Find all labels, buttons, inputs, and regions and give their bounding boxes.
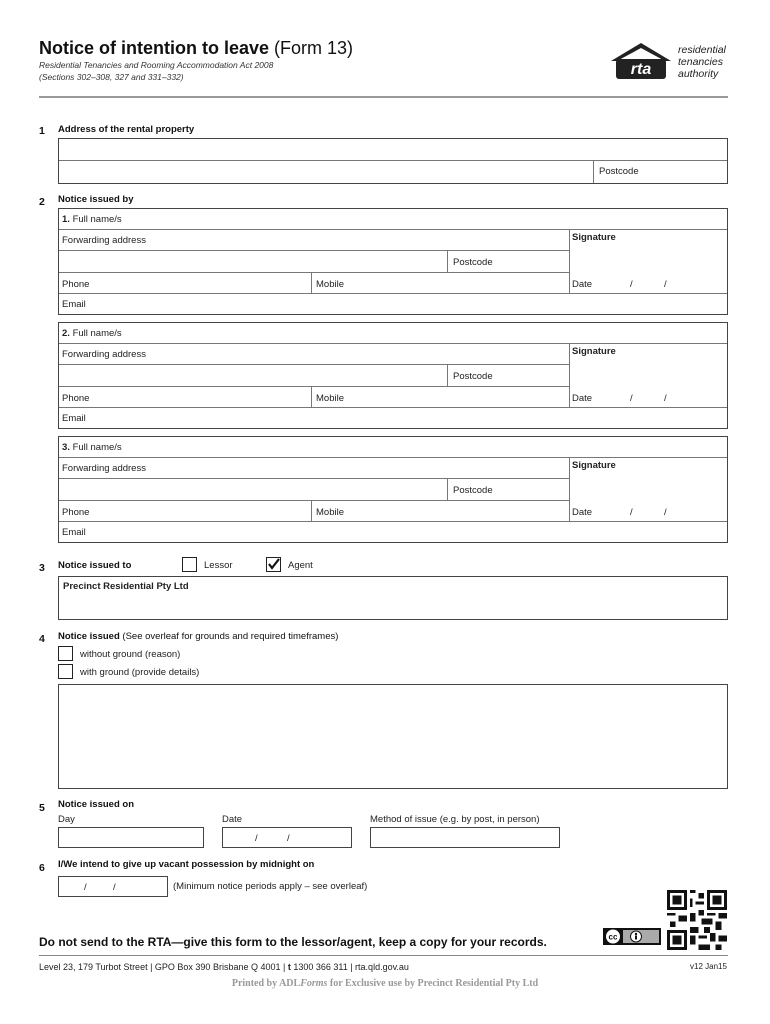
phone-label[interactable]: Phone bbox=[62, 279, 90, 290]
lessor-label: Lessor bbox=[204, 560, 233, 571]
logo-line-1: residential bbox=[678, 44, 726, 56]
ground-details-field[interactable] bbox=[58, 684, 728, 789]
row-divider bbox=[59, 407, 727, 408]
email-label[interactable]: Email bbox=[62, 299, 86, 310]
logo-line-3: authority bbox=[678, 68, 719, 80]
email-label[interactable]: Email bbox=[62, 413, 86, 424]
logo-line-2: tenancies bbox=[678, 56, 723, 68]
postcode-label: Postcode bbox=[453, 371, 493, 382]
issued-to-value: Precinct Residential Pty Ltd bbox=[63, 581, 189, 592]
checkmark-icon bbox=[267, 558, 280, 571]
notice-period-note: (Minimum notice periods apply – see overleaf) bbox=[173, 881, 368, 892]
footer-warning: Do not send to the RTA—give this form to the lessor/agent, keep a copy for your records. bbox=[39, 935, 547, 949]
section-4-number: 4 bbox=[39, 633, 45, 645]
printed-forms: Forms bbox=[300, 978, 328, 989]
party-block bbox=[58, 436, 728, 543]
act-name: Residential Tenancies and Rooming Accommodation Act 2008 bbox=[39, 60, 274, 70]
section-1-number: 1 bbox=[39, 125, 45, 137]
section-5-number: 5 bbox=[39, 802, 45, 814]
full-name-label[interactable] bbox=[62, 328, 122, 339]
date-sep-1: / bbox=[630, 507, 633, 518]
qr-code-icon bbox=[667, 890, 727, 950]
logo-mark: rta bbox=[630, 61, 652, 78]
agent-checkbox[interactable] bbox=[266, 557, 281, 572]
date-sep-1: / bbox=[630, 393, 633, 404]
lessor-checkbox[interactable] bbox=[182, 557, 197, 572]
row-divider bbox=[59, 272, 569, 273]
col-divider bbox=[593, 160, 594, 183]
party-block bbox=[58, 322, 728, 429]
section-4-label-text: Notice issued bbox=[58, 631, 120, 642]
date-sep-1: / bbox=[255, 833, 258, 844]
section-3-number: 3 bbox=[39, 562, 45, 574]
property-address-box[interactable] bbox=[58, 138, 728, 184]
method-label: Method of issue (e.g. by post, in person) bbox=[370, 814, 540, 825]
full-name-text: Full name/s bbox=[72, 442, 122, 453]
form-title bbox=[39, 38, 353, 59]
section-6-label: I/We intend to give up vacant possession by midnight on bbox=[58, 859, 315, 870]
postcode-divider bbox=[447, 478, 448, 500]
without-ground-label: without ground (reason) bbox=[80, 649, 181, 660]
signature-divider bbox=[569, 229, 570, 293]
without-ground-checkbox[interactable] bbox=[58, 646, 73, 661]
full-name-label[interactable] bbox=[62, 214, 122, 225]
row-divider bbox=[59, 500, 569, 501]
agent-label: Agent bbox=[288, 560, 313, 571]
mobile-label[interactable]: Mobile bbox=[316, 507, 344, 518]
signature-label[interactable]: Signature bbox=[572, 460, 616, 471]
mobile-divider bbox=[311, 386, 312, 407]
row-divider bbox=[59, 364, 569, 365]
date-label[interactable]: Date bbox=[572, 507, 593, 518]
section-3-label: Notice issued to bbox=[58, 560, 132, 571]
row-divider bbox=[59, 521, 727, 522]
vacate-date-field[interactable] bbox=[58, 876, 168, 897]
mobile-label[interactable]: Mobile bbox=[316, 393, 344, 404]
day-field[interactable] bbox=[58, 827, 204, 848]
mobile-divider bbox=[311, 500, 312, 521]
row-divider bbox=[59, 457, 727, 458]
phone-label[interactable]: Phone bbox=[62, 393, 90, 404]
date-label[interactable]: Date bbox=[572, 393, 593, 404]
with-ground-label: with ground (provide details) bbox=[80, 667, 200, 678]
rta-logo-text bbox=[678, 44, 726, 80]
issue-date-field[interactable] bbox=[222, 827, 352, 848]
forwarding-address-label[interactable]: Forwarding address bbox=[62, 235, 146, 246]
row-divider bbox=[59, 250, 569, 251]
forwarding-address-label[interactable]: Forwarding address bbox=[62, 463, 146, 474]
header-divider bbox=[39, 96, 728, 98]
party-number: 1. bbox=[62, 214, 70, 225]
signature-label[interactable]: Signature bbox=[572, 346, 616, 357]
with-ground-checkbox[interactable] bbox=[58, 664, 73, 679]
section-2-number: 2 bbox=[39, 196, 45, 208]
date-sep-1: / bbox=[630, 279, 633, 290]
section-4-hint: (See overleaf for grounds and required timeframes) bbox=[122, 631, 339, 642]
signature-label[interactable]: Signature bbox=[572, 232, 616, 243]
postcode-divider bbox=[447, 250, 448, 272]
section-5-label: Notice issued on bbox=[58, 799, 135, 810]
date-sep-2: / bbox=[664, 507, 667, 518]
full-name-text: Full name/s bbox=[72, 214, 122, 225]
row-divider bbox=[59, 229, 727, 230]
section-2-label: Notice issued by bbox=[58, 194, 134, 205]
row-divider bbox=[59, 293, 727, 294]
footer-phone-prefix: t bbox=[287, 962, 291, 972]
date-sep-2: / bbox=[113, 882, 116, 893]
date-label[interactable]: Date bbox=[572, 279, 593, 290]
postcode-label: Postcode bbox=[453, 257, 493, 268]
date-sep-2: / bbox=[664, 279, 667, 290]
section-6-number: 6 bbox=[39, 862, 45, 874]
postcode-label: Postcode bbox=[453, 485, 493, 496]
email-label[interactable]: Email bbox=[62, 527, 86, 538]
signature-divider bbox=[569, 343, 570, 407]
section-4-label bbox=[58, 631, 338, 642]
form-number: (Form 13) bbox=[274, 38, 354, 58]
footer-contact bbox=[39, 962, 409, 972]
sections-ref: (Sections 302–308, 327 and 331–332) bbox=[39, 72, 184, 82]
creative-commons-icon bbox=[603, 928, 661, 945]
full-name-text: Full name/s bbox=[72, 328, 122, 339]
cc-mark: cc bbox=[608, 932, 618, 942]
postcode-label: Postcode bbox=[599, 166, 639, 177]
row-divider bbox=[59, 478, 569, 479]
forwarding-address-label[interactable]: Forwarding address bbox=[62, 349, 146, 360]
printed-by-note bbox=[0, 978, 770, 989]
party-number: 3. bbox=[62, 442, 70, 453]
row-divider bbox=[59, 160, 727, 161]
party-block bbox=[58, 208, 728, 315]
date-sep-1: / bbox=[84, 882, 87, 893]
method-field[interactable] bbox=[370, 827, 560, 848]
mobile-label[interactable]: Mobile bbox=[316, 279, 344, 290]
row-divider bbox=[59, 386, 569, 387]
date-label: Date bbox=[222, 814, 243, 825]
row-divider bbox=[59, 343, 727, 344]
day-label: Day bbox=[58, 814, 75, 825]
section-1-label: Address of the rental property bbox=[58, 124, 195, 135]
issued-to-field[interactable] bbox=[58, 576, 728, 620]
phone-label[interactable]: Phone bbox=[62, 507, 90, 518]
footer-address: Level 23, 179 Turbot Street | GPO Box 390 Brisbane Q 4001 | bbox=[39, 962, 288, 972]
date-sep-2: / bbox=[287, 833, 290, 844]
form-version: v12 Jan15 bbox=[690, 962, 727, 971]
title-text: Notice of intention to leave bbox=[39, 38, 270, 58]
footer-phone: 1300 366 311 | rta.qld.gov.au bbox=[290, 962, 409, 972]
signature-divider bbox=[569, 457, 570, 521]
party-number: 2. bbox=[62, 328, 70, 339]
footer-divider bbox=[39, 955, 728, 956]
mobile-divider bbox=[311, 272, 312, 293]
date-sep-2: / bbox=[664, 393, 667, 404]
printed-post: for Exclusive use by Precinct Residential Pty Ltd bbox=[327, 978, 539, 989]
full-name-label[interactable] bbox=[62, 442, 122, 453]
postcode-divider bbox=[447, 364, 448, 386]
printed-pre: Printed by ADL bbox=[231, 978, 301, 989]
